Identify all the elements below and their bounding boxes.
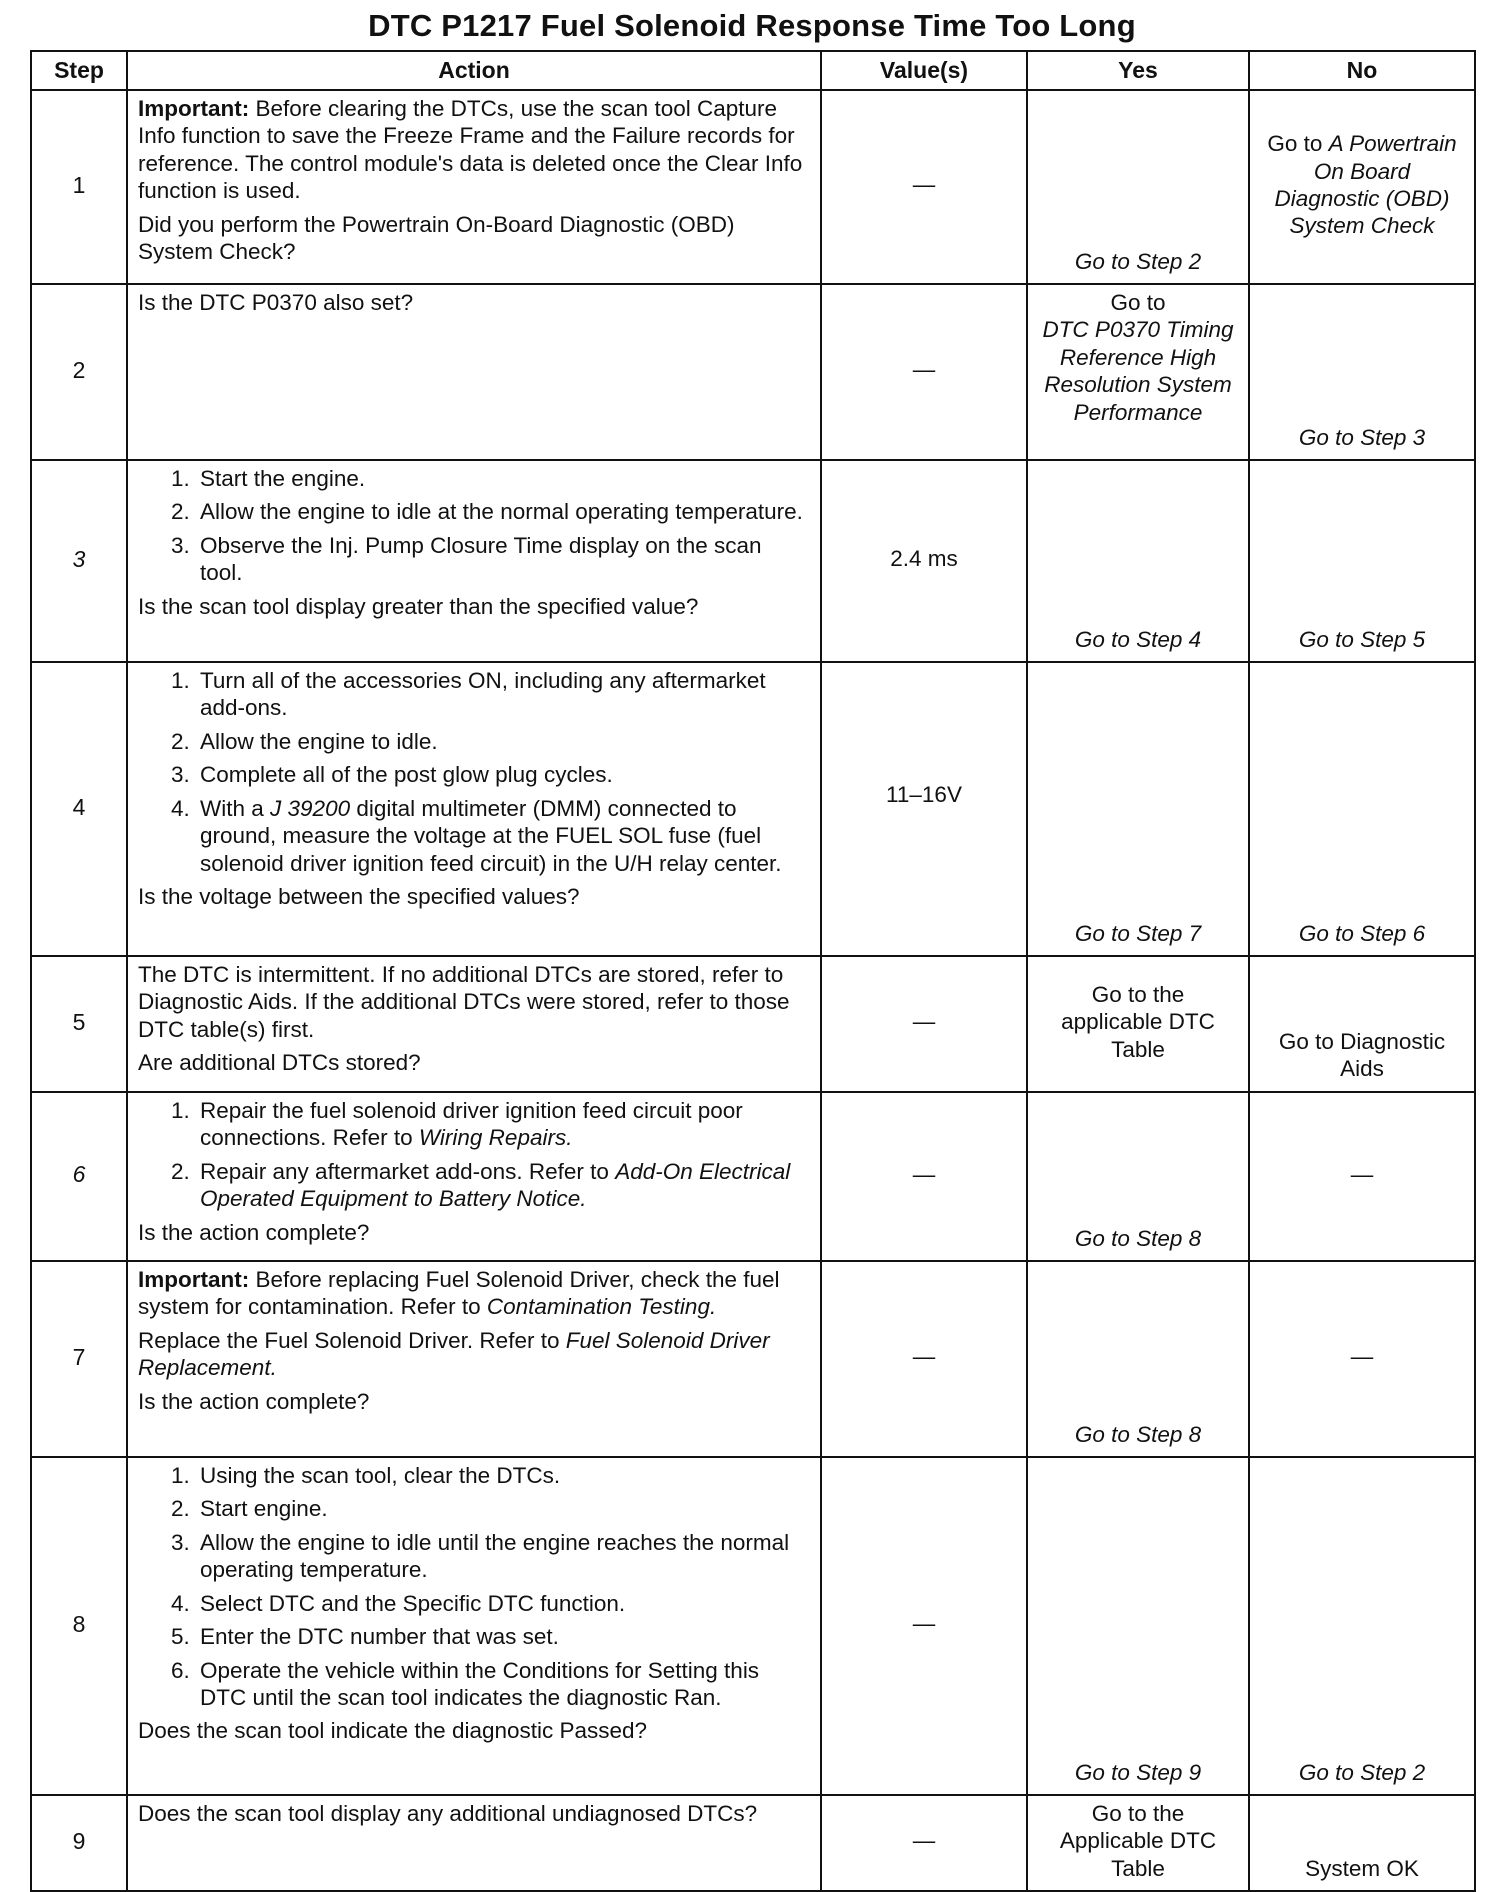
list-item: 6. Operate the vehicle within the Conditions for Setting this DTC until the scan tool indicates the diagnostic Ran. <box>196 1657 810 1712</box>
item-text: Repair any aftermarket add-ons. Refer to <box>200 1158 616 1184</box>
value-cell: 2.4 ms <box>821 460 1027 662</box>
action-cell <box>127 460 821 662</box>
value-cell: — <box>821 1092 1027 1261</box>
important-note <box>138 1266 810 1321</box>
dtc-table <box>30 50 1476 1892</box>
question: Is the voltage between the specified values? <box>138 884 580 910</box>
yes-cell <box>1027 284 1249 460</box>
no-cell: Go to Diagnostic Aids <box>1249 956 1475 1092</box>
question: Is the action complete? <box>138 1388 370 1414</box>
step-list <box>138 667 810 877</box>
action-cell <box>127 956 821 1092</box>
value-cell: 11–16V <box>821 662 1027 956</box>
value-cell: — <box>821 90 1027 284</box>
step-number: 3 <box>31 460 127 662</box>
important-text: Before replacing Fuel Solenoid Driver, check the fuel system for contamination. Refer to <box>138 1266 780 1320</box>
step-number: 7 <box>31 1261 127 1457</box>
list-item: 1. Turn all of the accessories ON, including any aftermarket add-ons. <box>196 667 810 722</box>
action-cell <box>127 1261 821 1457</box>
list-item: 4. Select DTC and the Specific DTC function. <box>196 1590 810 1617</box>
action-cell <box>127 1092 821 1261</box>
list-item: 3. Allow the engine to idle until the engine reaches the normal operating temperature. <box>196 1529 810 1584</box>
question: Is the scan tool display greater than the specified value? <box>138 593 699 619</box>
list-item: 3. Complete all of the post glow plug cycles. <box>196 761 810 788</box>
info-text: The DTC is intermittent. If no additional DTCs are stored, refer to Diagnostic Aids. If the additional DTCs were stored, refer to those DTC table(s) first. <box>138 962 790 1042</box>
header-yes: Yes <box>1027 51 1249 90</box>
value-cell: — <box>821 956 1027 1092</box>
no-cell: Go to Step 3 <box>1249 284 1475 460</box>
table-row <box>31 90 1475 284</box>
page-title: DTC P1217 Fuel Solenoid Response Time Too Long <box>368 8 1136 43</box>
no-cell: Go to Step 6 <box>1249 662 1475 956</box>
action-cell <box>127 1457 821 1795</box>
value-cell: — <box>821 1261 1027 1457</box>
no-cell: System OK <box>1249 1795 1475 1891</box>
list-item: 2. Allow the engine to idle. <box>196 728 810 755</box>
doc-reference: Wiring Repairs. <box>418 1125 573 1151</box>
value-cell: — <box>821 284 1027 460</box>
yes-cell: Go to Step 8 <box>1027 1092 1249 1261</box>
item-text: digital multimeter (DMM) connected to ground, measure the voltage at the FUEL SOL fuse (fuel solenoid driver ignition feed circuit) in the U/H relay center. <box>200 795 782 876</box>
table-row <box>31 1457 1475 1795</box>
important-label: Important: <box>138 1266 250 1292</box>
value-cell: — <box>821 1457 1027 1795</box>
item-text: Repair the fuel solenoid driver ignition feed circuit poor connections. Refer to <box>200 1097 743 1151</box>
list-item: 3. Observe the Inj. Pump Closure Time display on the scan tool. <box>196 532 810 587</box>
step-number: 2 <box>31 284 127 460</box>
header-row <box>31 51 1475 90</box>
no-prefix: Go to <box>1267 131 1329 157</box>
doc-reference: Fuel Solenoid Driver Replacement. <box>138 1327 770 1381</box>
question: Did you perform the Powertrain On-Board Diagnostic (OBD) System Check? <box>138 211 735 265</box>
value-cell: — <box>821 1795 1027 1891</box>
list-item: 1. Start the engine. <box>196 465 810 492</box>
no-cell: — <box>1249 1092 1475 1261</box>
no-cell: — <box>1249 1261 1475 1457</box>
important-label: Important: <box>138 96 250 121</box>
yes-cell: Go to Step 7 <box>1027 662 1249 956</box>
important-text: Before clearing the DTCs, use the scan tool Capture Info function to save the Freeze Frame and the Failure records for reference. The control module's data is deleted once the Clear Info function is used. <box>138 96 803 204</box>
step-number: 8 <box>31 1457 127 1795</box>
step-list <box>138 1462 810 1712</box>
step-number: 6 <box>31 1092 127 1261</box>
list-item: 1. Using the scan tool, clear the DTCs. <box>196 1462 810 1489</box>
item-text: Replace the Fuel Solenoid Driver. Refer to <box>138 1327 566 1353</box>
question: Does the scan tool display any additional undiagnosed DTCs? <box>138 1800 758 1826</box>
yes-cell: Go to the applicable DTC Table <box>1027 956 1249 1092</box>
list-item: 2. Allow the engine to idle at the normal operating temperature. <box>196 498 810 525</box>
table-row <box>31 284 1475 460</box>
action-cell <box>127 1795 821 1891</box>
action-cell <box>127 662 821 956</box>
question: Is the DTC P0370 also set? <box>138 290 414 315</box>
doc-reference: Add-On Electrical Operated Equipment to Battery Notice. <box>200 1158 791 1212</box>
doc-reference: Contamination Testing. <box>486 1294 717 1320</box>
action-cell <box>127 284 821 460</box>
header-step: Step <box>31 51 127 90</box>
table-row <box>31 956 1475 1092</box>
step-number: 1 <box>31 90 127 284</box>
important-note <box>138 95 810 205</box>
question: Are additional DTCs stored? <box>138 1050 421 1076</box>
step-list <box>138 1097 810 1213</box>
table-row <box>31 460 1475 662</box>
step-list <box>138 465 810 587</box>
table-row <box>31 1261 1475 1457</box>
no-cell: Go to Step 2 <box>1249 1457 1475 1795</box>
list-item: 2. Start engine. <box>196 1495 810 1522</box>
no-cell <box>1249 90 1475 284</box>
list-item <box>196 795 810 877</box>
replace-note <box>138 1327 810 1382</box>
step-number: 9 <box>31 1795 127 1891</box>
question: Does the scan tool indicate the diagnostic Passed? <box>138 1718 648 1744</box>
yes-prefix: Go to <box>1110 290 1166 315</box>
tool-reference: J 39200 <box>270 795 351 821</box>
table-row <box>31 1795 1475 1891</box>
step-number: 4 <box>31 662 127 956</box>
yes-cell: Go to Step 8 <box>1027 1261 1249 1457</box>
question: Is the action complete? <box>138 1219 370 1245</box>
yes-cell: Go to the Applicable DTC Table <box>1027 1795 1249 1891</box>
yes-reference: DTC P0370 Timing Reference High Resolution System Performance <box>1042 317 1234 425</box>
list-item <box>196 1097 810 1152</box>
yes-cell: Go to Step 4 <box>1027 460 1249 662</box>
step-number: 5 <box>31 956 127 1092</box>
table-row <box>31 1092 1475 1261</box>
list-item <box>196 1158 810 1213</box>
no-cell: Go to Step 5 <box>1249 460 1475 662</box>
item-text: With a <box>200 795 271 821</box>
yes-cell: Go to Step 9 <box>1027 1457 1249 1795</box>
table-row <box>31 662 1475 956</box>
no-reference: A Powertrain On Board Diagnostic (OBD) System Check <box>1274 131 1457 239</box>
header-action: Action <box>127 51 821 90</box>
action-cell <box>127 90 821 284</box>
header-no: No <box>1249 51 1475 90</box>
list-item: 5. Enter the DTC number that was set. <box>196 1623 810 1650</box>
yes-cell: Go to Step 2 <box>1027 90 1249 284</box>
header-values: Value(s) <box>821 51 1027 90</box>
